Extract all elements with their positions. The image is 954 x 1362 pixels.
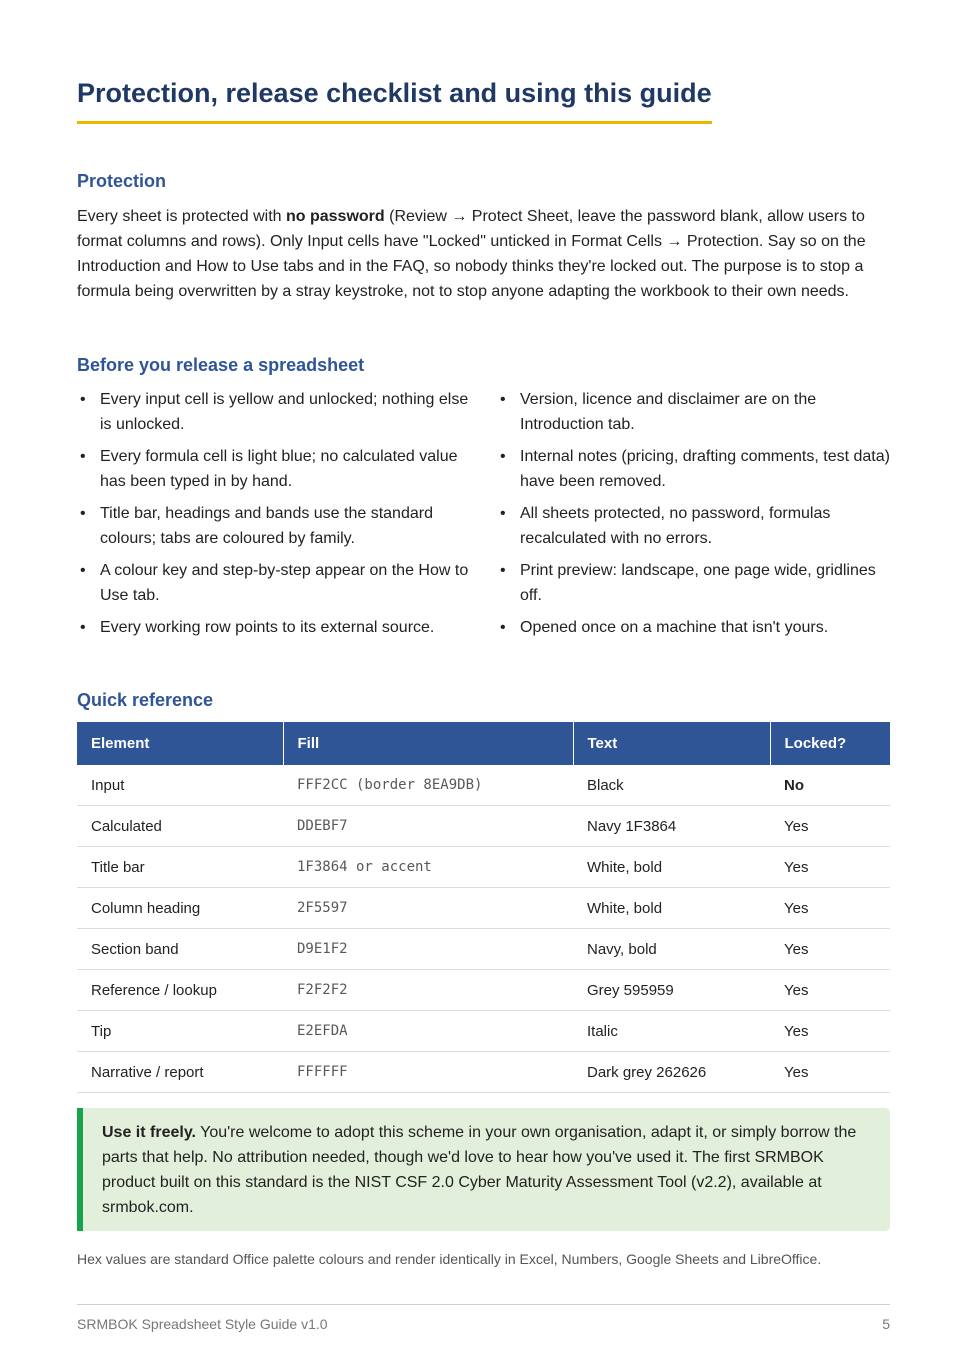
cell-element: Narrative / report	[77, 1052, 283, 1093]
table-header-row	[77, 722, 890, 765]
cell-element: Tip	[77, 1011, 283, 1052]
bullet-icon: •	[500, 391, 506, 408]
bullet-icon: •	[500, 448, 506, 465]
cell-fill: D9E1F2	[283, 929, 573, 970]
column-header-text: Text	[573, 722, 770, 765]
cell-text: Black	[573, 765, 770, 806]
table-row	[77, 970, 890, 1011]
footer-doc-title: SRMBOK Spreadsheet Style Guide v1.0	[77, 1316, 328, 1332]
cell-fill: FFF2CC (border 8EA9DB)	[283, 765, 573, 806]
cell-text: Italic	[573, 1011, 770, 1052]
bullet-icon: •	[80, 505, 86, 522]
cell-fill: DDEBF7	[283, 806, 573, 847]
page-footer	[77, 1304, 890, 1332]
page-number: 5	[882, 1316, 890, 1332]
page-title: Protection, release checklist and using this guide	[77, 78, 712, 124]
table-row	[77, 1052, 890, 1093]
bullet-icon: •	[500, 619, 506, 636]
protection-paragraph	[77, 204, 890, 304]
protection-text-bold: no password	[285, 208, 385, 225]
cell-fill: F2F2F2	[283, 970, 573, 1011]
table-row	[77, 929, 890, 970]
table-row	[77, 765, 890, 806]
checklist-item: • Title bar, headings and bands use the standard colours; tabs are coloured by family.	[77, 501, 481, 551]
checklist-item: • Every working row points to its external source.	[77, 615, 481, 640]
callout-text: You're welcome to adopt this scheme in your own organisation, adapt it, or simply borrow the parts that help. No attribution needed, though we'd love to hear how you've used it. The first SRMBOK product built on this standard is the NIST CSF 2.0 Cyber Maturity Assessment Tool (v2.2), available at srmbok.com.	[102, 1124, 857, 1216]
cell-locked: No	[770, 765, 890, 806]
checklist-item: • All sheets protected, no password, formulas recalculated with no errors.	[497, 501, 890, 551]
cell-locked: Yes	[770, 847, 890, 888]
cell-element: Section band	[77, 929, 283, 970]
callout-lead: Use it freely.	[102, 1124, 196, 1141]
table-row	[77, 806, 890, 847]
checklist-item: • A colour key and step-by-step appear on the How to Use tab.	[77, 558, 481, 608]
cell-locked: Yes	[770, 929, 890, 970]
bullet-icon: •	[80, 562, 86, 579]
cell-text: Dark grey 262626	[573, 1052, 770, 1093]
bullet-icon: •	[500, 562, 506, 579]
use-freely-callout	[77, 1108, 890, 1231]
cell-element: Calculated	[77, 806, 283, 847]
hex-footnote: Hex values are standard Office palette colours and render identically in Excel, Numbers, Google Sheets and LibreOffice.	[77, 1251, 822, 1267]
cell-fill: FFFFFF	[283, 1052, 573, 1093]
cell-element: Title bar	[77, 847, 283, 888]
cell-element: Column heading	[77, 888, 283, 929]
protection-heading: Protection	[77, 171, 167, 191]
bullet-icon: •	[500, 505, 506, 522]
cell-fill: 1F3864 or accent	[283, 847, 573, 888]
bullet-icon: •	[80, 391, 86, 408]
checklist-item: • Opened once on a machine that isn't yours.	[497, 615, 890, 640]
table-row	[77, 1011, 890, 1052]
cell-locked: Yes	[770, 888, 890, 929]
column-header-locked: Locked?	[770, 722, 890, 765]
cell-locked: Yes	[770, 970, 890, 1011]
release-checklist	[77, 387, 890, 647]
checklist-item: • Every input cell is yellow and unlocked; nothing else is unlocked.	[77, 387, 481, 437]
bullet-icon: •	[80, 448, 86, 465]
cell-locked: Yes	[770, 806, 890, 847]
table-row	[77, 847, 890, 888]
cell-locked: Yes	[770, 1011, 890, 1052]
protection-text-start: Every sheet is protected with	[77, 208, 286, 225]
column-header-fill: Fill	[283, 722, 573, 765]
cell-text: Navy, bold	[573, 929, 770, 970]
cell-text: White, bold	[573, 847, 770, 888]
checklist-item: • Internal notes (pricing, drafting comments, test data) have been removed.	[497, 444, 890, 494]
release-checklist-left	[77, 387, 481, 647]
quick-reference-heading: Quick reference	[77, 690, 214, 710]
checklist-item: • Every formula cell is light blue; no calculated value has been typed in by hand.	[77, 444, 481, 494]
cell-text: Navy 1F3864	[573, 806, 770, 847]
release-checklist-right	[497, 387, 890, 647]
quick-reference-table	[77, 722, 890, 1093]
column-header-element: Element	[77, 722, 283, 765]
protection-text-end: (Review → Protect Sheet, leave the password blank, allow users to format columns and rows). Only Input cells have "Locked" unticked in Format Cells → Protection. Say so on the Introduction and How to Use tabs and in the FAQ, so nobody thinks they're locked out. The purpose is to stop a formula being overwritten by a stray keystroke, not to stop anyone adapting the workbook to their own needs.	[77, 208, 866, 300]
cell-fill: E2EFDA	[283, 1011, 573, 1052]
cell-element: Input	[77, 765, 283, 806]
cell-text: White, bold	[573, 888, 770, 929]
table-row	[77, 888, 890, 929]
cell-element: Reference / lookup	[77, 970, 283, 1011]
cell-locked: Yes	[770, 1052, 890, 1093]
cell-fill: 2F5597	[283, 888, 573, 929]
cell-text: Grey 595959	[573, 970, 770, 1011]
checklist-item: • Print preview: landscape, one page wide, gridlines off.	[497, 558, 890, 608]
release-heading: Before you release a spreadsheet	[77, 355, 365, 375]
checklist-item: • Version, licence and disclaimer are on the Introduction tab.	[497, 387, 890, 437]
bullet-icon: •	[80, 619, 86, 636]
